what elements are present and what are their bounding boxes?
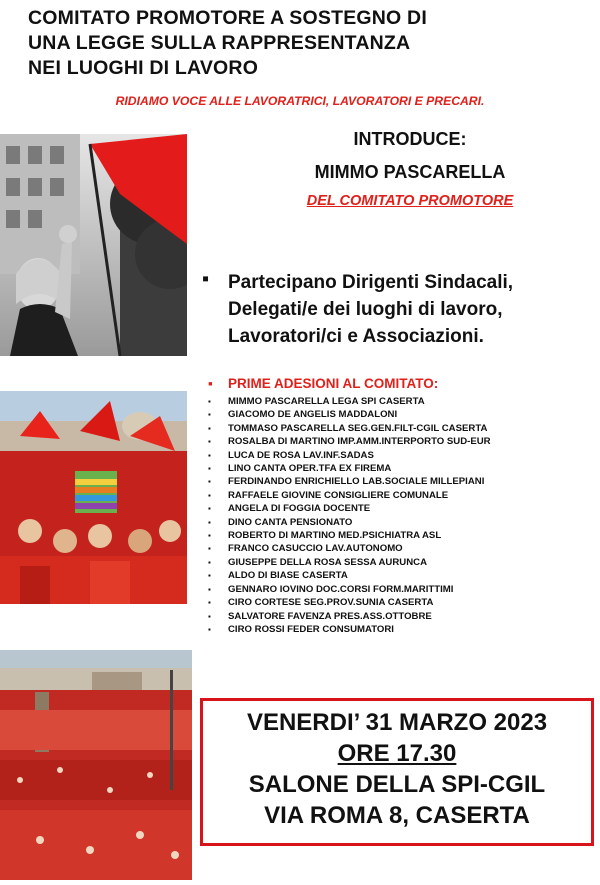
event-address: VIA ROMA 8, CASERTA xyxy=(264,802,530,829)
intro-label: INTRODUCE: xyxy=(353,129,467,149)
members-heading-text: PRIME ADESIONI AL COMITATO: xyxy=(228,376,439,391)
bullet-icon: ▪ xyxy=(202,268,210,290)
list-item: ▪ FRANCO CASUCCIO LAV.AUTONOMO xyxy=(208,543,403,555)
intro-speaker-org: DEL COMITATO PROMOTORE xyxy=(306,193,514,209)
list-item: ▪ CIRO ROSSI FEDER CONSUMATORI xyxy=(208,623,394,635)
photo-woman-raised-fist xyxy=(0,134,187,356)
title-line: UNA LEGGE SULLA RAPPRESENTANZA xyxy=(28,32,411,54)
list-item: ▪ LUCA DE ROSA LAV.INF.SADAS xyxy=(208,449,374,461)
list-item: ▪ ANGELA DI FOGGIA DOCENTE xyxy=(208,503,371,515)
list-item: ▪ RAFFAELE GIOVINE CONSIGLIERE COMUNALE xyxy=(208,489,449,501)
list-item: ▪ GIUSEPPE DELLA ROSA SESSA AURUNCA xyxy=(208,556,428,568)
event-time: ORE 17.30 xyxy=(337,740,457,767)
members-heading xyxy=(208,376,588,391)
members-list xyxy=(208,395,598,636)
intro-speaker-name: MIMMO PASCARELLA xyxy=(314,162,506,182)
poster-title xyxy=(28,6,588,81)
poster-subtitle: RIDIAMO VOCE ALLE LAVORATRICI, LAVORATORI E PRECARI. xyxy=(115,94,485,108)
list-item: ▪ MIMMO PASCARELLA LEGA SPI CASERTA xyxy=(208,396,425,407)
event-date: VENERDI’ 31 MARZO 2023 xyxy=(246,709,548,736)
list-item: ▪ ROSALBA DI MARTINO IMP.AMM.INTERPORTO SUD-EUR xyxy=(208,436,491,448)
list-item: ▪ ROBERTO DI MARTINO MED.PSICHIATRA ASL xyxy=(208,530,442,542)
list-item: ▪ DINO CANTA PENSIONATO xyxy=(208,516,353,528)
list-item: ▪ GENNARO IOVINO DOC.CORSI FORM.MARITTIMI xyxy=(208,583,454,595)
participants-line: Delegati/e dei luoghi di lavoro, xyxy=(228,299,503,320)
list-item: ▪ GIACOMO DE ANGELIS MADDALONI xyxy=(208,409,398,421)
event-details-box xyxy=(200,698,594,846)
list-item: ▪ SALVATORE FAVENZA PRES.ASS.OTTOBRE xyxy=(208,610,432,622)
event-venue: SALONE DELLA SPI-CGIL xyxy=(248,771,546,798)
participants-line: Lavoratori/ci e Associazioni. xyxy=(228,326,484,347)
participants-line: Partecipano Dirigenti Sindacali, xyxy=(228,272,514,293)
photo-crowd-square xyxy=(0,650,192,880)
bullet-icon: ▪ xyxy=(208,376,213,391)
participants-block xyxy=(202,268,588,350)
title-line: COMITATO PROMOTORE A SOSTEGNO DI xyxy=(28,7,427,29)
photo-demonstrators-red-flags xyxy=(0,391,187,604)
list-item: ▪ LINO CANTA OPER.TFA EX FIREMA xyxy=(208,463,392,475)
list-item: ▪ TOMMASO PASCARELLA SEG.GEN.FILT-CGIL CASERTA xyxy=(208,422,488,434)
list-item: ▪ FERDINANDO ENRICHIELLO LAB.SOCIALE MILLEPIANI xyxy=(208,476,485,488)
list-item: ▪ CIRO CORTESE SEG.PROV.SUNIA CASERTA xyxy=(208,597,434,609)
list-item: ▪ ALDO DI BIASE CASERTA xyxy=(208,570,348,582)
title-line: NEI LUOGHI DI LAVORO xyxy=(28,57,259,79)
